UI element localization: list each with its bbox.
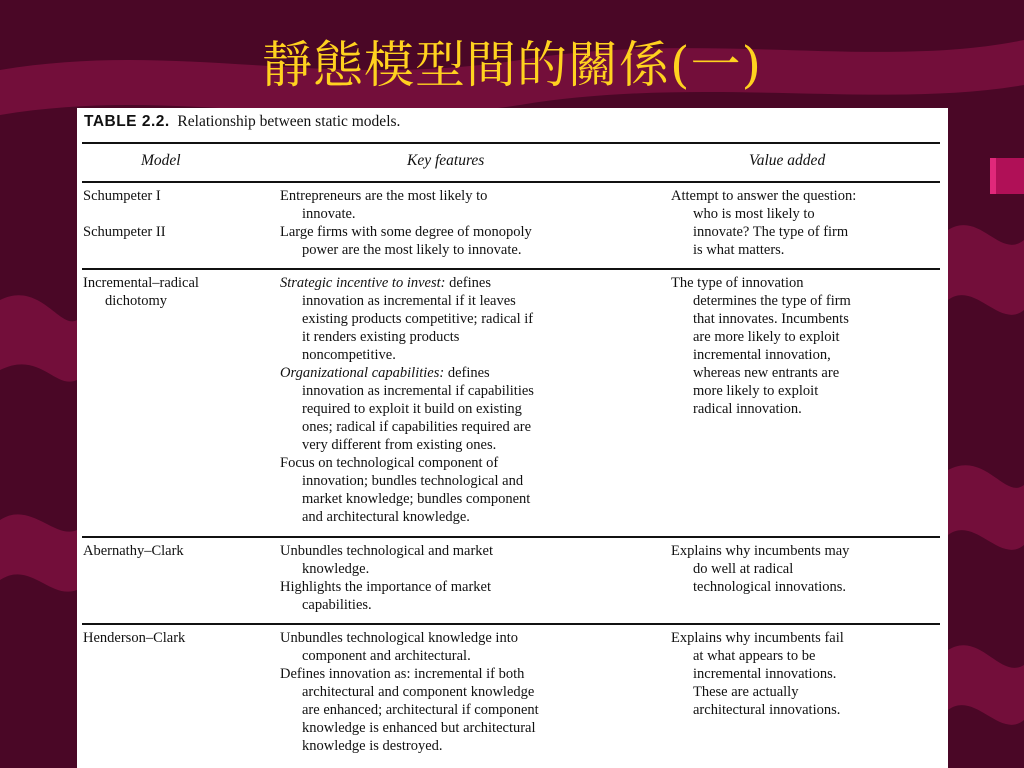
header-value-added: Value added <box>749 152 826 169</box>
table-entry <box>280 542 660 578</box>
entry-line <box>280 472 660 490</box>
table-entry <box>280 629 660 665</box>
entry-text: more likely to exploit <box>693 383 819 399</box>
entry-emphasis: Organizational capabilities: <box>280 365 445 381</box>
entry-line <box>280 205 660 223</box>
entry-line <box>280 382 660 400</box>
table-entry <box>280 274 660 364</box>
entry-line <box>280 274 660 292</box>
model-cell <box>83 542 273 560</box>
entry-line <box>280 223 660 241</box>
key-features-cell <box>280 629 660 755</box>
entry-line <box>280 578 660 596</box>
entry-text: Defines innovation as: incremental if both <box>280 666 525 682</box>
model-cell <box>83 274 273 310</box>
entry-text: technological innovations. <box>693 579 847 595</box>
entry-text: is what matters. <box>693 242 785 258</box>
entry-text: innovation; bundles technological and <box>302 473 524 489</box>
entry-text: innovate? The type of firm <box>693 224 849 240</box>
entry-line <box>671 274 946 292</box>
entry-text: knowledge. <box>302 561 370 577</box>
accent-bar <box>990 158 1024 194</box>
entry-text: very different from existing ones. <box>302 437 497 453</box>
entry-line <box>280 241 660 259</box>
table-entry <box>280 223 660 259</box>
table-entry <box>671 629 946 719</box>
entry-line <box>671 701 946 719</box>
table-entry <box>671 274 946 418</box>
entry-line <box>671 310 946 328</box>
entry-line <box>280 647 660 665</box>
entry-line: Abernathy–Clark <box>83 543 184 559</box>
key-features-cell <box>280 542 660 614</box>
entry-line <box>280 560 660 578</box>
value-added-cell <box>671 274 946 418</box>
entry-text: market knowledge; bundles component <box>302 491 531 507</box>
header-model: Model <box>141 152 181 169</box>
entry-text: Attempt to answer the question: <box>671 188 857 204</box>
table-entry <box>280 578 660 614</box>
entry-line <box>671 665 946 683</box>
value-added-cell <box>671 542 946 596</box>
top-rule <box>82 142 940 144</box>
entry-line <box>280 310 660 328</box>
entry-text: required to exploit it build on existing <box>302 401 522 417</box>
entry-line <box>671 560 946 578</box>
model-name <box>83 629 273 647</box>
entry-text: incremental innovations. <box>693 666 837 682</box>
entry-text: architectural and component knowledge <box>302 684 535 700</box>
entry-text: knowledge is destroyed. <box>302 738 443 754</box>
entry-line <box>671 647 946 665</box>
model-name <box>83 187 273 205</box>
entry-text: Highlights the importance of market <box>280 579 492 595</box>
entry-line <box>671 542 946 560</box>
row-divider <box>82 536 940 538</box>
entry-text: innovation as incremental if it leaves <box>302 293 516 309</box>
entry-line <box>280 328 660 346</box>
entry-text: innovate. <box>302 206 356 222</box>
model-name <box>83 542 273 560</box>
entry-text: Explains why incumbents fail <box>671 630 844 646</box>
entry-text: Focus on technological component of <box>280 455 499 471</box>
entry-text: defines <box>444 365 490 381</box>
entry-line: Incremental–radical <box>83 275 199 291</box>
header-key-features: Key features <box>407 152 485 169</box>
entry-line: Schumpeter II <box>83 224 166 240</box>
entry-text: are more likely to exploit <box>693 329 840 345</box>
header-rule <box>82 181 940 183</box>
model-cell <box>83 187 273 241</box>
entry-text: Explains why incumbents may <box>671 543 850 559</box>
entry-line <box>280 629 660 647</box>
entry-text: are enhanced; architectural if component <box>302 702 539 718</box>
table-entry <box>671 187 946 259</box>
table-entry <box>280 187 660 223</box>
entry-line <box>280 665 660 683</box>
table-entry <box>280 665 660 755</box>
entry-text: innovation as incremental if capabilities <box>302 383 534 399</box>
entry-line <box>280 490 660 508</box>
key-features-cell <box>280 274 660 526</box>
entry-text: who is most likely to <box>693 206 815 222</box>
model-name <box>83 274 273 310</box>
key-features-cell <box>280 187 660 259</box>
entry-text: component and architectural. <box>302 648 471 664</box>
entry-line <box>280 346 660 364</box>
entry-line <box>671 683 946 701</box>
entry-line <box>671 205 946 223</box>
entry-line <box>671 187 946 205</box>
entry-line <box>280 719 660 737</box>
entry-line <box>280 292 660 310</box>
entry-line <box>280 701 660 719</box>
entry-line <box>671 578 946 596</box>
entry-text: ones; radical if capabilities required are <box>302 419 532 435</box>
entry-emphasis: Strategic incentive to invest: <box>280 275 446 291</box>
entry-text: radical innovation. <box>693 401 802 417</box>
entry-text: existing products competitive; radical if <box>302 311 534 327</box>
table-scan <box>77 108 948 768</box>
entry-text: determines the type of firm <box>693 293 851 309</box>
entry-line <box>671 382 946 400</box>
table-caption-number: TABLE 2.2. <box>84 113 170 130</box>
entry-line <box>280 436 660 454</box>
entry-line <box>280 508 660 526</box>
value-added-cell <box>671 629 946 719</box>
entry-line: dichotomy <box>105 293 168 309</box>
entry-line <box>280 418 660 436</box>
table-caption-text: Relationship between static models. <box>177 113 401 130</box>
entry-text: capabilities. <box>302 597 372 613</box>
entry-line <box>671 346 946 364</box>
entry-line: Henderson–Clark <box>83 630 186 646</box>
entry-line <box>280 596 660 614</box>
entry-text: The type of innovation <box>671 275 804 291</box>
entry-text: noncompetitive. <box>302 347 396 363</box>
entry-text: Entrepreneurs are the most likely to <box>280 188 488 204</box>
entry-line <box>671 629 946 647</box>
row-divider <box>82 268 940 270</box>
entry-text: Unbundles technological and market <box>280 543 494 559</box>
entry-line <box>280 187 660 205</box>
entry-line <box>280 542 660 560</box>
entry-text: knowledge is enhanced but architectural <box>302 720 536 736</box>
entry-line: Schumpeter I <box>83 188 161 204</box>
entry-line <box>280 737 660 755</box>
entry-line <box>671 328 946 346</box>
entry-text: do well at radical <box>693 561 794 577</box>
entry-text: incremental innovation, <box>693 347 831 363</box>
table-caption <box>84 112 400 132</box>
entry-text: architectural innovations. <box>693 702 841 718</box>
slide-title: 靜態模型間的關係(一) <box>261 36 762 94</box>
table-entry <box>280 454 660 526</box>
model-name <box>83 223 273 241</box>
table-entry <box>671 542 946 596</box>
entry-line <box>671 364 946 382</box>
table-entry <box>280 364 660 454</box>
entry-text: power are the most likely to innovate. <box>302 242 522 258</box>
entry-text: Unbundles technological knowledge into <box>280 630 518 646</box>
entry-text: whereas new entrants are <box>693 365 840 381</box>
model-cell <box>83 629 273 647</box>
entry-text: defines <box>445 275 491 291</box>
entry-line <box>671 223 946 241</box>
row-divider <box>82 623 940 625</box>
entry-line <box>280 400 660 418</box>
entry-text: that innovates. Incumbents <box>693 311 849 327</box>
entry-line <box>280 454 660 472</box>
entry-line <box>671 292 946 310</box>
entry-text: at what appears to be <box>693 648 816 664</box>
entry-text: and architectural knowledge. <box>302 509 470 525</box>
entry-line <box>280 683 660 701</box>
entry-line <box>280 364 660 382</box>
entry-line <box>671 241 946 259</box>
entry-gap <box>83 205 273 223</box>
entry-text: it renders existing products <box>302 329 460 345</box>
entry-line <box>671 400 946 418</box>
value-added-cell <box>671 187 946 259</box>
entry-text: Large firms with some degree of monopoly <box>280 224 532 240</box>
entry-text: These are actually <box>693 684 799 700</box>
